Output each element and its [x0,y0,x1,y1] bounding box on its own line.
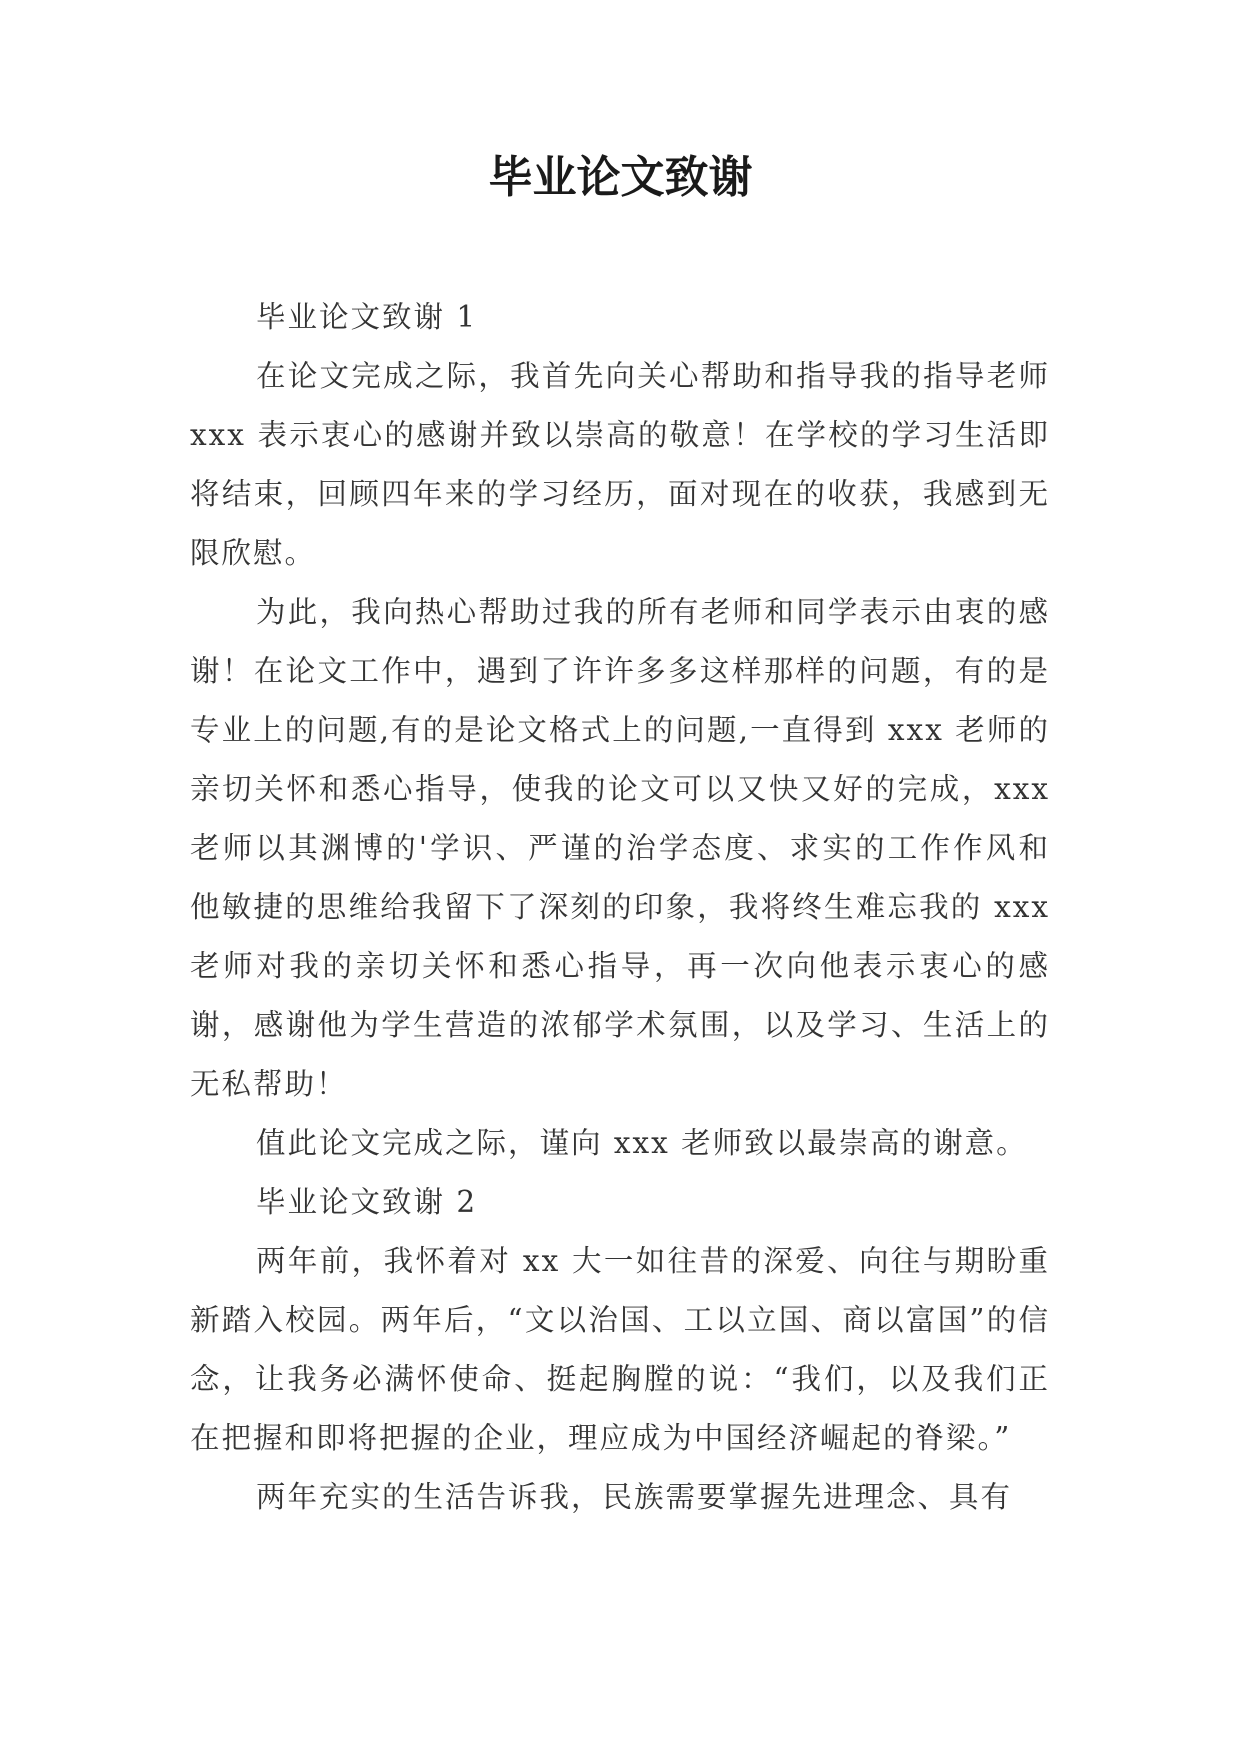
section-heading-2: 毕业论文致谢 2 [256,1185,478,1219]
paragraph-1-3: 值此论文完成之际，谨向 xxx 老师致以最崇高的谢意。 [256,1126,1028,1160]
paragraph-2-1: 两年前，我怀着对 xx 大一如往昔的深爱、向往与期盼重新踏入校园。两年后，“文以治国、工以立国、商以富国”的信念，让我务必满怀使命、挺起胸膛的说：“我们，以及我们正在把握和即将把握的企业，理应成为中国经济崛起的脊梁。” [190,1244,1050,1455]
document-title: 毕业论文致谢 [488,152,753,203]
paragraph-2-2: 两年充实的生活告诉我，民族需要掌握先进理念、具有 [256,1480,1013,1514]
paragraph-1-2: 为此，我向热心帮助过我的所有老师和同学表示由衷的感谢！在论文工作中，遇到了许许多多这样那样的问题，有的是专业上的问题,有的是论文格式上的问题,一直得到 xxx 老师的亲切关怀和悉心指导，使我的论文可以又快又好的完成，xxx 老师以其渊博的'学识、严谨的治学态度、求实的工作作风和他敏捷的思维给我留下了深刻的印象，我将终生难忘我的 xxx 老师对我的亲切关怀和悉心指导，再一次向他表示衷心的感谢，感谢他为学生营造的浓郁学术氛围，以及学习、生活上的无私帮助！ [190,595,1050,1101]
section-heading-1: 毕业论文致谢 1 [256,300,478,334]
paragraph-1-1: 在论文完成之际，我首先向关心帮助和指导我的指导老师 xxx 表示衷心的感谢并致以崇高的敬意！在学校的学习生活即将结束，回顾四年来的学习经历，面对现在的收获，我感到无限欣慰。 [190,359,1050,570]
document-body [190,288,1050,1527]
